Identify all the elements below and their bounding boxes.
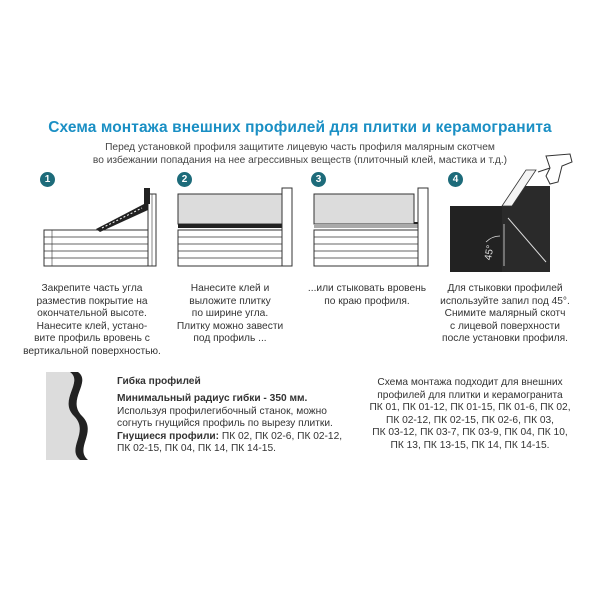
applicable-line: профилей для плитки и керамогранита [377,389,563,401]
caption-line: Плитку можно завести [176,320,284,332]
step-3-caption [302,283,432,308]
applicable-profiles [355,377,585,452]
applicable-line: ПК 03-12, ПК 03-7, ПК 03-9, ПК 04, ПК 10, [372,427,568,438]
step-3-badge: 3 [311,172,326,187]
caption-line: по краю профиля. [324,295,410,307]
page-title: Схема монтажа внешних профилей для плитки и керамогранита [48,119,552,136]
step-1-badge: 1 [40,172,55,187]
applicable-line: ПК 01, ПК 01-12, ПК 01-15, ПК 01-6, ПК 02, [369,402,571,413]
applicable-line: ПК 02-12, ПК 02-15, ПК 02-6, ПК 03, [386,414,554,426]
angle-label: 45° [483,244,497,262]
caption-line: выложите плитку [189,295,271,307]
bending-title: Гибка профилей [117,376,201,387]
caption-line: окончательной высоте. [37,308,147,319]
bendable-label: Гнущиеся профили: [117,430,220,442]
step-1-caption [17,283,167,358]
caption-line: под профиль ... [193,333,267,344]
bendable-profiles [117,431,342,444]
caption-line: ...или стыковать вровень [307,283,427,294]
applicable-line: ПК 13, ПК 13-15, ПК 14, ПК 14-15. [390,439,550,451]
bending-min-radius: Минимальный радиус гибки - 350 мм. [117,393,308,404]
step-4-illustration [446,150,576,276]
step-2-illustration [176,186,296,270]
applicable-line: Схема монтажа подходит для внешних [377,377,563,388]
bendable-list-second: ПК 02-15, ПК 04, ПК 14, ПК 14-15. [117,443,276,454]
caption-line: с лицевой поверхности [450,320,560,332]
caption-line: Нанесите клей, устано- [36,320,148,332]
caption-line: Снимите малярный скотч [444,308,566,319]
step-1-illustration [42,186,158,270]
intro-line: во избежании попадания на нее агрессивных веществ (плиточный клей, мастика и т.д.) [92,155,508,166]
caption-line: используйте запил под 45°. [440,295,570,307]
bending-line: Используя профилегибочный станок, можно [117,405,327,417]
caption-line: Закрепите часть угла [41,283,143,294]
caption-line: вите профиль вровень с [34,333,150,344]
caption-line: после установки профиля. [442,333,568,344]
caption-line: разместив покрытие на [36,295,148,307]
caption-line: Нанесите клей и [190,283,270,294]
step-4-caption [430,283,580,346]
caption-line: по ширине угла. [191,308,269,319]
bendable-list-first: ПК 02, ПК 02-6, ПК 02-12, [219,430,343,442]
bending-line: согнуть гнущийся профиль по вырезу плитки. [117,418,333,429]
caption-line: Для стыковки профилей [447,283,563,294]
step-4-badge: 4 [448,172,463,187]
step-2-caption [165,283,295,346]
step-3-illustration [312,186,432,270]
step-2-badge: 2 [177,172,192,187]
bending-text [117,393,342,456]
caption-line: вертикальной поверхностью. [23,345,161,357]
bent-profile-illustration [44,370,104,462]
intro-line: Перед установкой профиля защитите лицевую часть профиля малярным скотчем [105,142,495,153]
